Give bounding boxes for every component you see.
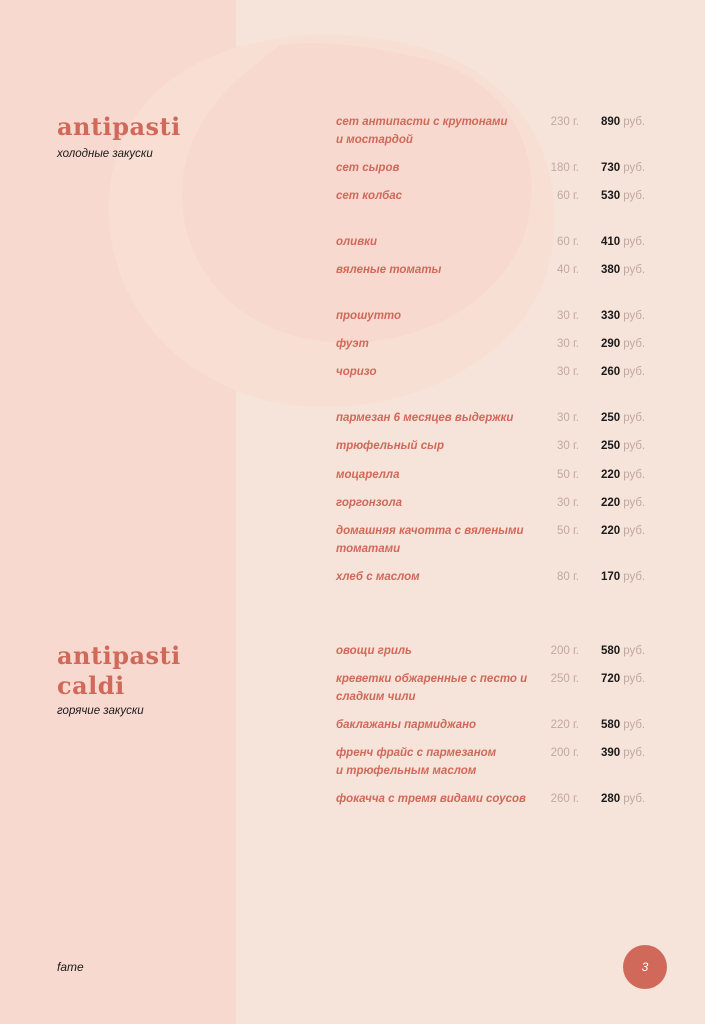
menu-item-price-value: 580: [601, 645, 621, 657]
menu-item-price: [601, 467, 645, 485]
menu-item-name: сет сыров: [336, 162, 400, 174]
menu-item-currency: руб.: [623, 793, 646, 805]
menu-item-weight: 60 г.: [557, 190, 579, 202]
menu-item-weight: 30 г.: [557, 310, 579, 322]
menu-item-weight: 220 г.: [550, 719, 579, 731]
menu-item-price: [601, 160, 645, 178]
menu-item-name: прошутто: [336, 310, 402, 322]
section-title-antipasti: antipasti: [57, 112, 181, 141]
menu-item-name: френч фрайс с пармезаном и трюфельным маслом: [336, 747, 497, 777]
menu-item-price-value: 220: [601, 469, 621, 481]
menu-item-price: [601, 671, 645, 689]
menu-item-name: пармезан 6 месяцев выдержки: [336, 412, 514, 424]
menu-item-price: [601, 495, 645, 513]
menu-item-price: [601, 336, 645, 354]
menu-item-weight: 200 г.: [550, 747, 579, 759]
menu-item-price-value: 580: [601, 719, 621, 731]
menu-item-weight: 60 г.: [557, 236, 579, 248]
menu-item-price-value: 730: [601, 162, 621, 174]
menu-item-name: баклажаны пармиджано: [336, 719, 477, 731]
menu-item-price-value: 280: [601, 793, 621, 805]
menu-item-price: [601, 410, 645, 428]
menu-item-price-value: 290: [601, 338, 621, 350]
menu-item-price-value: 720: [601, 673, 621, 685]
menu-item-currency: руб.: [623, 190, 646, 202]
menu-item-price-value: 220: [601, 525, 621, 537]
menu-item-weight: 30 г.: [557, 440, 579, 452]
menu-item-weight: 80 г.: [557, 571, 579, 583]
menu-item-currency: руб.: [623, 747, 646, 759]
menu-item-weight: 30 г.: [557, 412, 579, 424]
section-title-antipasti-caldi: antipasti caldi: [57, 641, 181, 700]
menu-item-price-value: 380: [601, 264, 621, 276]
menu-item-weight: 30 г.: [557, 338, 579, 350]
menu-item-weight: 260 г.: [550, 793, 579, 805]
menu-item-price: [601, 234, 645, 252]
menu-item-currency: руб.: [623, 412, 646, 424]
menu-item-price-value: 530: [601, 190, 621, 202]
menu-item-name: сет колбас: [336, 190, 402, 202]
menu-item-currency: руб.: [623, 645, 646, 657]
menu-item-currency: руб.: [623, 116, 646, 128]
menu-item-name: креветки обжаренные с песто и сладким чили: [336, 673, 528, 703]
menu-item-name: чоризо: [336, 366, 377, 378]
menu-item-weight: 250 г.: [550, 673, 579, 685]
menu-item-name: фокачча с тремя видами соусов: [336, 793, 526, 805]
menu-item-name: горгонзола: [336, 497, 403, 509]
menu-item-currency: руб.: [623, 469, 646, 481]
footer-brand: fame: [57, 960, 84, 974]
menu-item-weight: 40 г.: [557, 264, 579, 276]
section-subtitle-cold: холодные закуски: [57, 148, 153, 160]
menu-item-currency: руб.: [623, 525, 646, 537]
menu-item-currency: руб.: [623, 236, 646, 248]
menu-item-price: [601, 262, 645, 280]
menu-item-currency: руб.: [623, 310, 646, 322]
menu-item-currency: руб.: [623, 338, 646, 350]
menu-item-price: [601, 717, 645, 735]
menu-item-currency: руб.: [623, 497, 646, 509]
menu-item-price-value: 250: [601, 440, 621, 452]
menu-item-name: моцарелла: [336, 469, 400, 481]
menu-item-price-value: 250: [601, 412, 621, 424]
menu-item-name: хлеб с маслом: [336, 571, 420, 583]
menu-item-currency: руб.: [623, 571, 646, 583]
menu-item-name: трюфельный сыр: [336, 440, 444, 452]
menu-item-currency: руб.: [623, 162, 646, 174]
menu-item-price: [601, 523, 645, 541]
menu-item-price: [601, 745, 645, 763]
menu-item-price-value: 330: [601, 310, 621, 322]
section-subtitle-hot: горячие закуски: [57, 705, 144, 717]
menu-item-price: [601, 188, 645, 206]
menu-item-price-value: 220: [601, 497, 621, 509]
menu-item-price: [601, 364, 645, 382]
menu-item-price: [601, 308, 645, 326]
menu-item-name: домашняя качотта с вялеными томатами: [336, 525, 524, 555]
menu-item-currency: руб.: [623, 264, 646, 276]
menu-item-currency: руб.: [623, 440, 646, 452]
menu-item-price: [601, 791, 645, 809]
menu-item-name: овощи гриль: [336, 645, 412, 657]
menu-item-name: оливки: [336, 236, 378, 248]
menu-item-price: [601, 643, 645, 661]
menu-item-weight: 30 г.: [557, 366, 579, 378]
menu-item-price-value: 260: [601, 366, 621, 378]
menu-item-price: [601, 438, 645, 456]
menu-item-weight: 180 г.: [550, 162, 579, 174]
menu-item-price-value: 170: [601, 571, 621, 583]
menu-item-price-value: 390: [601, 747, 621, 759]
menu-item-weight: 230 г.: [550, 116, 579, 128]
page-number: 3: [641, 960, 649, 974]
menu-item-name: сет антипасти с крутонами и мостардой: [336, 116, 508, 146]
menu-item-price: [601, 569, 645, 587]
menu-item-weight: 200 г.: [550, 645, 579, 657]
menu-item-price-value: 410: [601, 236, 621, 248]
menu-item-name: фуэт: [336, 338, 369, 350]
page-number-badge: [623, 945, 667, 989]
menu-item-price: [601, 114, 645, 132]
menu-item-weight: 50 г.: [557, 469, 579, 481]
menu-item-name: вяленые томаты: [336, 264, 442, 276]
menu-item-currency: руб.: [623, 719, 646, 731]
menu-item-weight: 50 г.: [557, 525, 579, 537]
menu-item-currency: руб.: [623, 673, 646, 685]
menu-item-currency: руб.: [623, 366, 646, 378]
menu-item-price-value: 890: [601, 116, 621, 128]
menu-item-weight: 30 г.: [557, 497, 579, 509]
